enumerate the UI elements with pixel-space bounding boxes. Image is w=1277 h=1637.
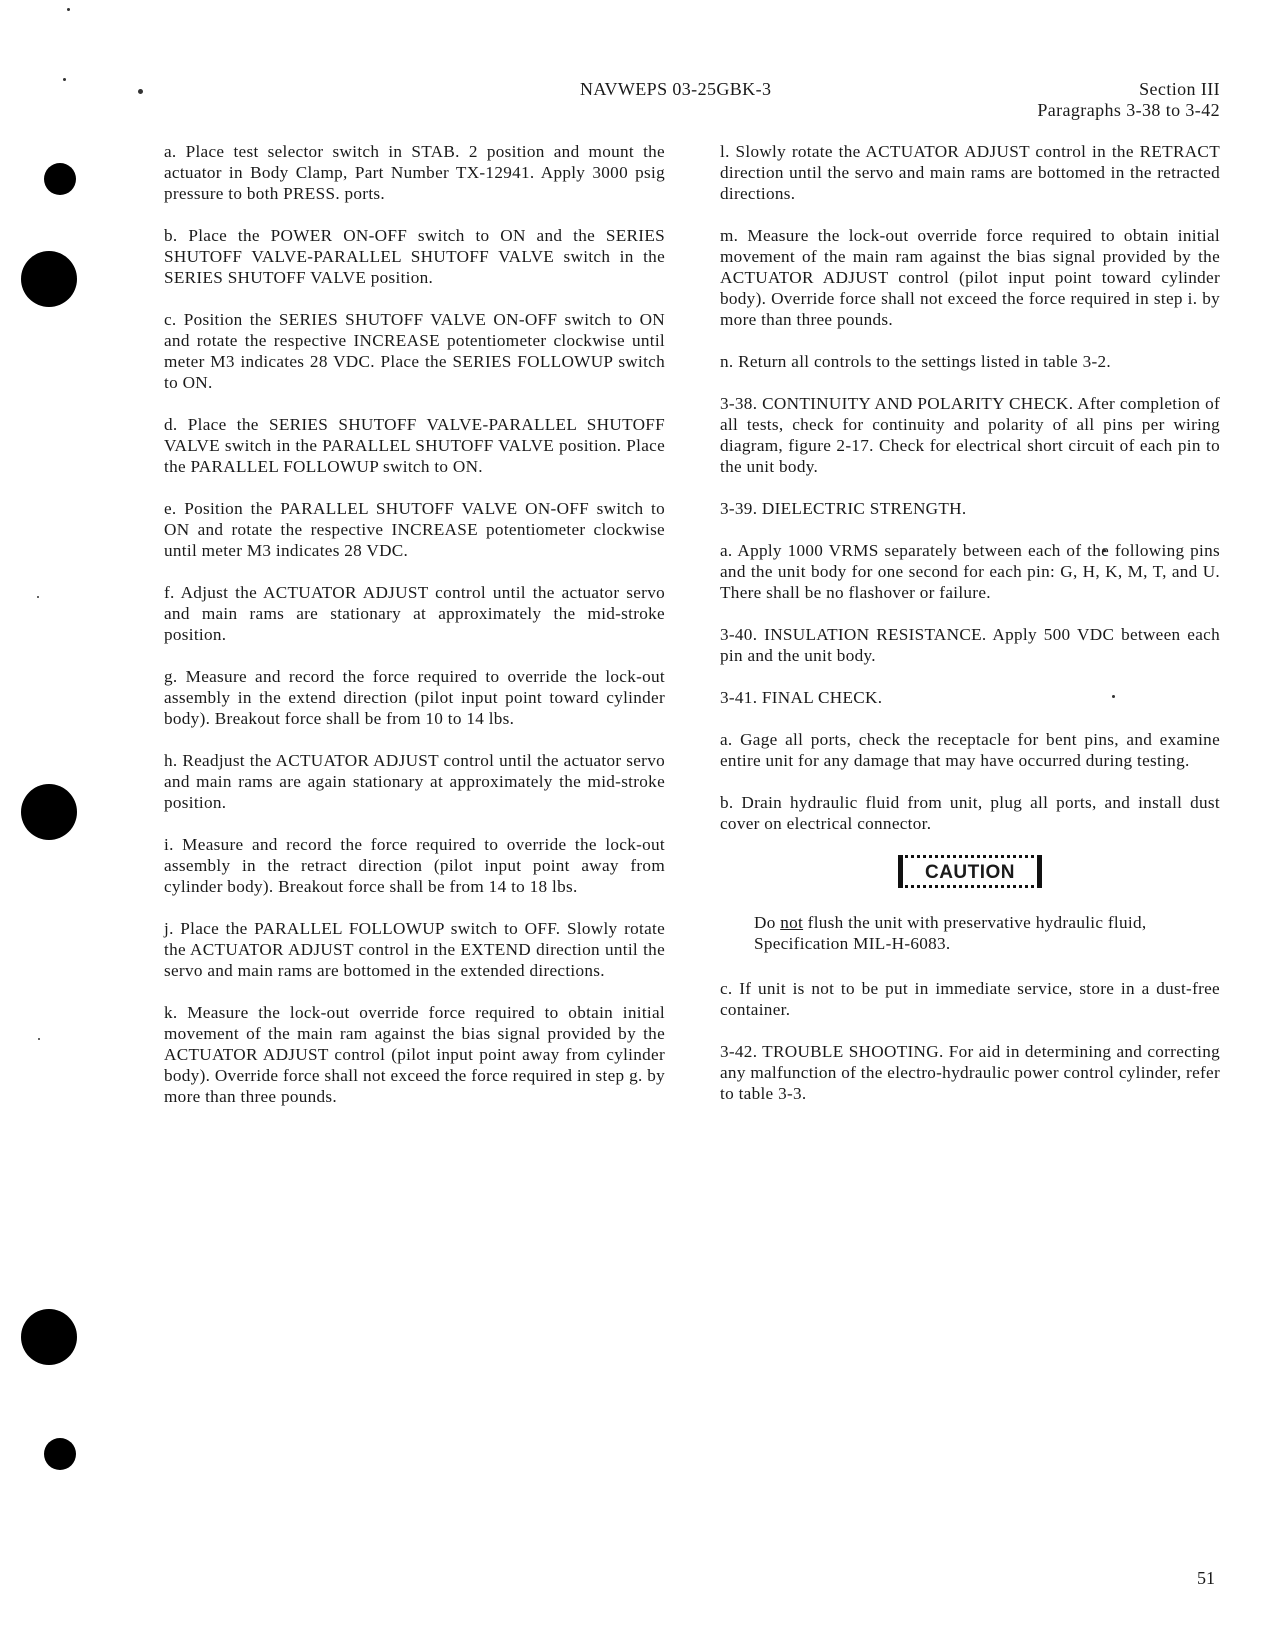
caution-text-start: Do xyxy=(754,913,781,932)
binder-hole-4 xyxy=(21,1309,77,1365)
paragraph-3-39: 3-39. DIELECTRIC STRENGTH. xyxy=(720,499,967,518)
step-f: f. Adjust the ACTUATOR ADJUST control until the actuator servo and main rams are stationary at approximately the mid-stroke position. xyxy=(164,583,665,644)
section-header xyxy=(1037,79,1220,121)
document-number: NAVWEPS 03-25GBK-3 xyxy=(580,79,772,99)
step-j: j. Place the PARALLEL FOLLOWUP switch to OFF. Slowly rotate the ACTUATOR ADJUST control in the EXTEND direction until the servo and main rams are bottomed in the extended directions. xyxy=(164,919,665,980)
step-a: a. Place test selector switch in STAB. 2 position and mount the actuator in Body Clamp, Part Number TX-12941. Apply 3000 psig pressure to both PRESS. ports. xyxy=(164,142,665,203)
page-number: 51 xyxy=(1197,1568,1215,1588)
paragraph-3-39-a: a. Apply 1000 VRMS separately between each of the following pins and the unit body for one second for each pin: G, H, K, M, T, and U. There shall be no flashover or failure. xyxy=(720,541,1220,602)
scan-speck xyxy=(67,8,70,11)
step-i: i. Measure and record the force required to override the lock-out assembly in the retract direction (pilot input point away from cylinder body). Breakout force shall be from 14 to 18 lbs. xyxy=(164,835,665,896)
scan-speck xyxy=(138,89,143,94)
step-e: e. Position the PARALLEL SHUTOFF VALVE ON-OFF switch to ON and rotate the respective INCREASE potentiometer clockwise until meter M3 indicates 28 VDC. xyxy=(164,499,665,560)
step-l: l. Slowly rotate the ACTUATOR ADJUST control in the RETRACT direction until the servo and main rams are bottomed in the retracted directions. xyxy=(720,142,1220,203)
caution-emphasis: not xyxy=(780,913,804,932)
binder-hole-5 xyxy=(44,1438,76,1470)
step-d: d. Place the SERIES SHUTOFF VALVE-PARALLEL SHUTOFF VALVE switch in the PARALLEL SHUTOFF VALVE position. Place the PARALLEL FOLLOWUP switch to ON. xyxy=(164,415,665,476)
left-column xyxy=(164,141,665,1128)
paragraph-3-40: 3-40. INSULATION RESISTANCE. Apply 500 VDC between each pin and the unit body. xyxy=(720,625,1220,665)
caution-text xyxy=(754,912,1186,954)
scan-speck xyxy=(38,1038,40,1040)
paragraph-3-41: 3-41. FINAL CHECK. xyxy=(720,688,883,707)
scan-speck xyxy=(63,78,66,81)
paragraph-range: Paragraphs 3-38 to 3-42 xyxy=(1037,100,1220,120)
step-m: m. Measure the lock-out override force required to obtain initial movement of the main ram against the bias signal provided by the ACTUATOR ADJUST control (pilot input point toward cylinder body). Override force shall not exceed the force required in step i. by more than three pounds. xyxy=(720,226,1220,329)
paragraph-3-38: 3-38. CONTINUITY AND POLARITY CHECK. After completion of all tests, check for continuity and polarity of all pins per wiring diagram, figure 2-17. Check for electrical short circuit of each pin to the unit body. xyxy=(720,394,1220,476)
scan-speck xyxy=(37,596,39,598)
binder-hole-1 xyxy=(44,163,76,195)
caution-block xyxy=(720,855,1220,888)
step-k: k. Measure the lock-out override force required to obtain initial movement of the main ram against the bias signal provided by the ACTUATOR ADJUST control (pilot input point away from cylinder body). Override force shall not exceed the force required in step g. by more than three pounds. xyxy=(164,1003,665,1106)
step-c: c. Position the SERIES SHUTOFF VALVE ON-OFF switch to ON and rotate the respective INCREASE potentiometer clockwise until meter M3 indicates 28 VDC. Place the SERIES FOLLOWUP switch to ON. xyxy=(164,310,665,392)
binder-hole-2 xyxy=(21,251,77,307)
caution-text-end: flush the unit with preservative hydraulic fluid, Specification MIL-H-6083. xyxy=(754,913,1147,953)
step-g: g. Measure and record the force required to override the lock-out assembly in the extend direction (pilot input point toward cylinder body). Breakout force shall be from 10 to 14 lbs. xyxy=(164,667,665,728)
paragraph-3-41-a: a. Gage all ports, check the receptacle for bent pins, and examine entire unit for any damage that may have occurred during testing. xyxy=(720,730,1220,770)
right-column xyxy=(720,141,1220,1125)
step-h: h. Readjust the ACTUATOR ADJUST control until the actuator servo and main rams are again stationary at approximately the mid-stroke position. xyxy=(164,751,665,812)
paragraph-3-41-b: b. Drain hydraulic fluid from unit, plug all ports, and install dust cover on electrical connector. xyxy=(720,793,1220,833)
step-n: n. Return all controls to the settings listed in table 3-2. xyxy=(720,352,1111,371)
step-b: b. Place the POWER ON-OFF switch to ON and the SERIES SHUTOFF VALVE-PARALLEL SHUTOFF VALVE switch in the SERIES SHUTOFF VALVE position. xyxy=(164,226,665,287)
binder-hole-3 xyxy=(21,784,77,840)
caution-label: CAUTION xyxy=(900,855,1040,888)
paragraph-3-41-c: c. If unit is not to be put in immediate service, store in a dust-free container. xyxy=(720,979,1220,1019)
paragraph-3-42: 3-42. TROUBLE SHOOTING. For aid in determining and correcting any malfunction of the electro-hydraulic power control cylinder, refer to table 3-3. xyxy=(720,1042,1220,1103)
section-label: Section III xyxy=(1139,79,1220,99)
